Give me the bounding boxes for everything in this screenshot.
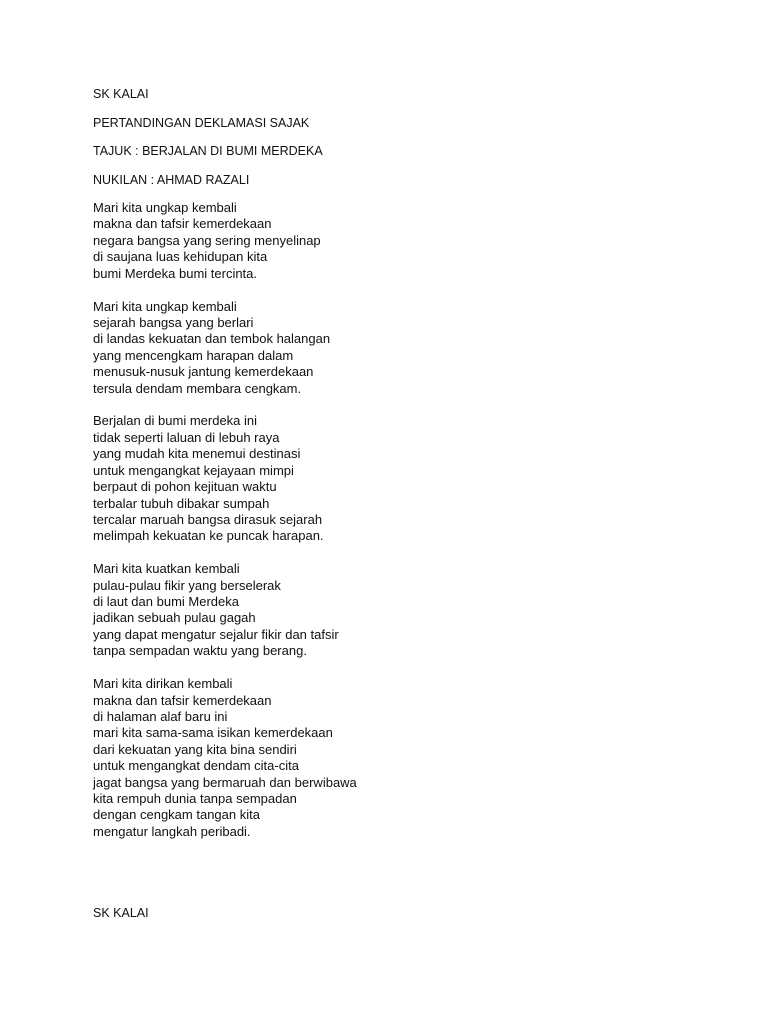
poem-line: tersula dendam membara cengkam. <box>93 380 302 396</box>
poem-line: tidak seperti laluan di lebuh raya <box>93 429 280 445</box>
poem-line: makna dan tafsir kemerdekaan <box>93 216 272 232</box>
poem-line: di landas kekuatan dan tembok halangan <box>93 331 331 347</box>
footer-school-name: SK KALAI <box>93 906 149 920</box>
poem-line: tanpa sempadan waktu yang berang. <box>93 643 307 659</box>
poem-line: untuk mengangkat kejayaan mimpi <box>93 462 294 478</box>
poem-body <box>93 200 733 840</box>
poem-line: Berjalan di bumi merdeka ini <box>93 413 258 429</box>
poem-line: pulau-pulau fikir yang berselerak <box>93 577 281 593</box>
poem-line: yang dapat mengatur sejalur fikir dan tafsir <box>93 626 339 642</box>
poem-line: makna dan tafsir kemerdekaan <box>93 692 272 708</box>
stanza-4 <box>93 561 733 659</box>
poem-line: mari kita sama-sama isikan kemerdekaan <box>93 725 333 741</box>
document-page <box>93 86 733 857</box>
poem-line: bumi Merdeka bumi tercinta. <box>93 265 258 281</box>
school-name: SK KALAI <box>93 87 149 101</box>
poem-line: terbalar tubuh dibakar sumpah <box>93 495 270 511</box>
poem-line: dari kekuatan yang kita bina sendiri <box>93 741 297 757</box>
poem-line: di saujana luas kehidupan kita <box>93 249 268 265</box>
poem-line: untuk mengangkat dendam cita-cita <box>93 758 299 774</box>
poem-line: mengatur langkah peribadi. <box>93 823 251 839</box>
poem-line: menusuk-nusuk jantung kemerdekaan <box>93 364 314 380</box>
poem-line: berpaut di pohon kejituan waktu <box>93 479 277 495</box>
poem-line: Mari kita ungkap kembali <box>93 298 237 314</box>
poem-line: sejarah bangsa yang berlari <box>93 314 254 330</box>
poem-author: NUKILAN : AHMAD RAZALI <box>93 172 250 187</box>
poem-line: yang mudah kita menemui destinasi <box>93 446 301 462</box>
poem-line: dengan cengkam tangan kita <box>93 807 260 823</box>
event-title: PERTANDINGAN DEKLAMASI SAJAK <box>93 115 310 130</box>
poem-line: Mari kita dirikan kembali <box>93 676 233 692</box>
poem-line: di laut dan bumi Merdeka <box>93 594 239 610</box>
stanza-1 <box>93 200 733 282</box>
poem-line: negara bangsa yang sering menyelinap <box>93 232 321 248</box>
poem-line: tercalar maruah bangsa dirasuk sejarah <box>93 511 323 527</box>
poem-line: Mari kita kuatkan kembali <box>93 561 240 577</box>
stanza-2 <box>93 299 733 397</box>
poem-line: yang mencengkam harapan dalam <box>93 347 294 363</box>
poem-line: melimpah kekuatan ke puncak harapan. <box>93 528 324 544</box>
poem-line: jagat bangsa yang bermaruah dan berwibawa <box>93 774 357 790</box>
poem-line: kita rempuh dunia tanpa sempadan <box>93 791 297 806</box>
poem-line: di halaman alaf baru ini <box>93 708 228 724</box>
poem-title: TAJUK : BERJALAN DI BUMI MERDEKA <box>93 144 323 158</box>
poem-line: Mari kita ungkap kembali <box>93 200 237 215</box>
poem-line: jadikan sebuah pulau gagah <box>93 610 256 626</box>
stanza-5 <box>93 676 733 840</box>
stanza-3 <box>93 413 733 544</box>
